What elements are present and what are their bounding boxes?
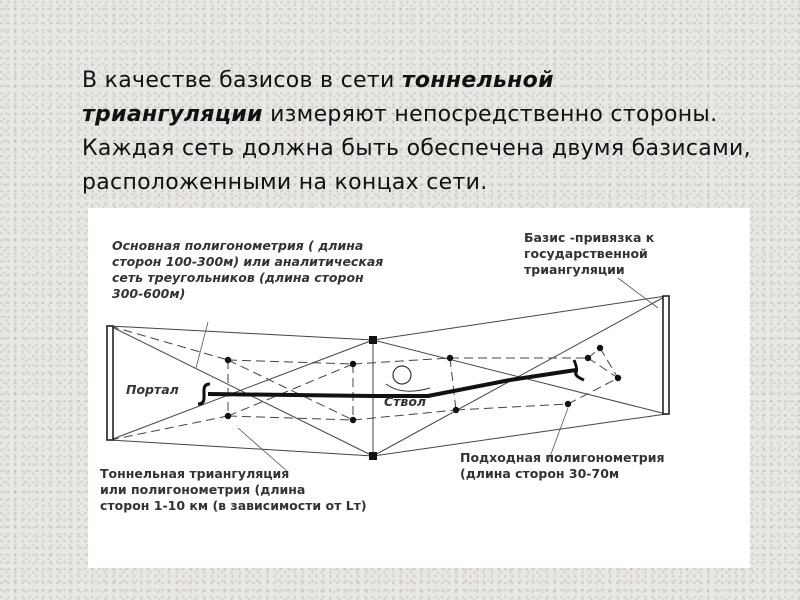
network-line [110,326,373,340]
label-base-1: Базис -привязка к [524,230,655,245]
polygon-point [453,407,459,413]
dashed-line [228,416,353,420]
label-shaft: Ствол [384,394,427,409]
dashed-line [456,404,568,410]
leader-line [196,322,208,368]
polygon-point [565,401,571,407]
dashed-line [588,358,618,378]
label-main-network-2: сторон 100-300м) или аналитическая [112,254,384,269]
right-portal-symbol [574,360,584,380]
shaft-circle [393,366,411,384]
text-part-2: измеряют непосредственно стороны. Каждая сеть должна быть обеспечена двумя базисами, расположенными на концах сети. [82,102,751,195]
label-tunnel-triangulation-3: сторон 1-10 км (в зависимости от Lт) [100,498,367,513]
dashed-line [228,360,353,364]
label-base-3: триангуляции [524,262,625,277]
text-part-1: В качестве базисов в сети [82,68,402,93]
station-marker [369,336,377,344]
polygon-point [615,375,621,381]
polygon-point [225,357,231,363]
station-marker [369,452,377,460]
dashed-line [600,348,618,378]
dashed-line [353,358,450,364]
shaft-arc [386,384,430,391]
slide-text [82,64,772,200]
label-portal: Портал [126,382,179,397]
tunnel-axis [208,370,576,396]
polygon-point [447,355,453,361]
triangulation-network [110,296,666,456]
label-base-2: государственной [524,246,648,261]
network-line [110,440,373,456]
polygon-point [350,417,356,423]
label-tunnel-triangulation-2: или полигонометрия (длина [100,482,306,497]
text-bold-1: тоннельной [401,68,554,93]
label-main-network-4: 300-600м) [112,286,186,301]
polygon-point [597,345,603,351]
left-base [107,326,113,440]
diagram-svg [88,208,750,568]
label-main-network-3: сеть треугольников (длина сторон [112,270,364,285]
tunnel-triangulation-diagram [88,208,750,568]
polygon-point [350,361,356,367]
polygon-point [225,413,231,419]
leader-line [618,278,658,308]
text-bold-2: триангуляции [82,102,263,127]
dashed-line [353,410,456,420]
dashed-line [228,360,353,420]
label-approach-1: Подходная полигонометрия [460,450,665,465]
label-approach-2: (длина сторон 30-70м [460,466,620,481]
dashed-line [450,358,456,410]
leader-lines [196,278,658,472]
dashed-line [110,416,228,440]
network-line [373,296,666,340]
label-tunnel-triangulation-1: Тоннельная триангуляция [100,466,290,481]
polygon-point [585,355,591,361]
label-main-network-1: Основная полигонометрия ( длина [112,238,364,253]
right-base [663,296,669,414]
network-line [373,296,666,456]
